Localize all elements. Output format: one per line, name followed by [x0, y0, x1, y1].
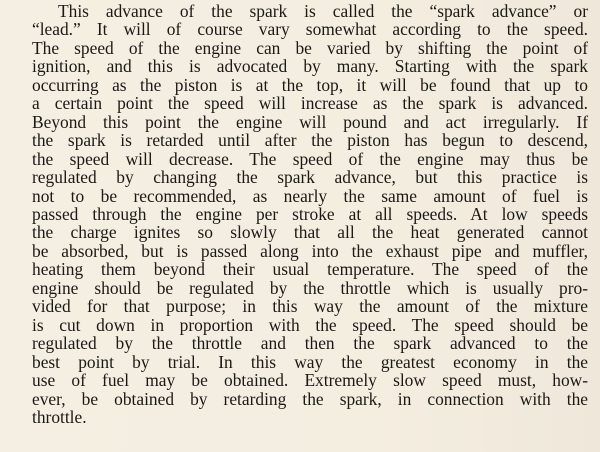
- text-line: ignition, and this is advocated by many. Starting with the spark: [32, 56, 588, 77]
- text-line: best point by trial. In this way the greatest economy in the: [32, 351, 588, 372]
- text-line: the charge ignites so slowly that all the heat generated cannot: [32, 222, 588, 243]
- text-line: throttle.: [32, 406, 87, 427]
- text-line: use of fuel may be obtained. Extremely slow speed must, how-: [32, 370, 588, 391]
- text-line: passed through the engine per stroke at all speeds. At low speeds: [32, 203, 588, 224]
- text-line: regulated by the throttle and then the spark advanced to the: [32, 333, 588, 354]
- text-line: engine should be regulated by the throttle which is usually pro-: [32, 277, 588, 298]
- text-line: the speed will decrease. The speed of the engine may thus be: [32, 148, 588, 169]
- text-line: the spark is retarded until after the piston has begun to descend,: [32, 130, 588, 151]
- text-line: ever, be obtained by retarding the spark, in connection with the: [32, 388, 588, 409]
- body-paragraph: [32, 2, 588, 426]
- text-line: occurring as the piston is at the top, it will be found that up to: [32, 74, 588, 95]
- text-line: be absorbed, but is passed along into the exhaust pipe and muffler,: [32, 240, 588, 261]
- text-line: “lead.” It will of course vary somewhat according to the speed.: [32, 19, 588, 40]
- text-line: regulated by changing the spark advance, but this practice is: [32, 167, 588, 188]
- text-line: not to be recommended, as nearly the same amount of fuel is: [32, 185, 588, 206]
- text-line: The speed of the engine can be varied by shifting the point of: [32, 37, 588, 58]
- text-line: heating them beyond their usual temperature. The speed of the: [32, 259, 588, 280]
- text-line: is cut down in proportion with the speed. The speed should be: [32, 314, 588, 335]
- text-line: a certain point the speed will increase as the spark is advanced.: [32, 93, 588, 114]
- text-line: This advance of the spark is called the “spark advance” or: [58, 1, 588, 21]
- text-line: Beyond this point the engine will pound and act irregularly. If: [32, 111, 588, 132]
- text-line: vided for that purpose; in this way the amount of the mixture: [32, 296, 588, 317]
